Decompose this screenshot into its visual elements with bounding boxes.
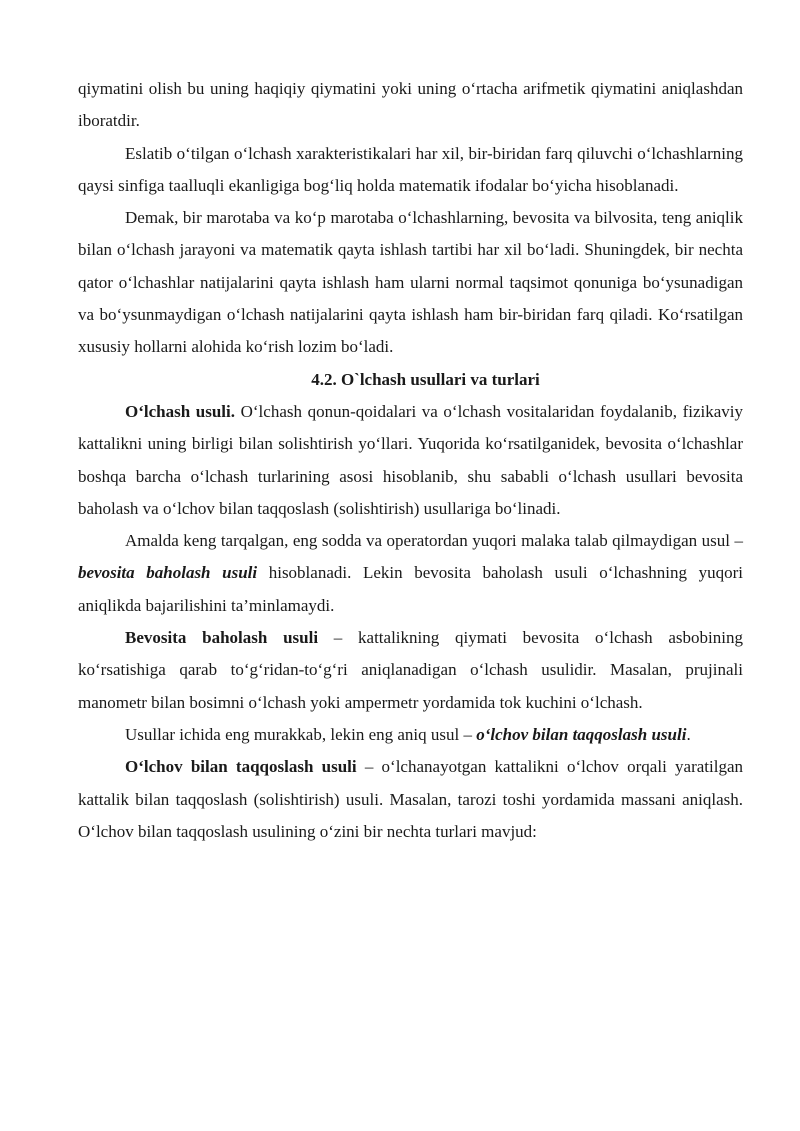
text-segment: hisoblanadi. Lekin bevosita baholash usuli o‘lchashning yuqori aniqlikda bajarilishini ta’minlamaydi. — [78, 563, 744, 615]
paragraph-comparison-intro — [78, 719, 743, 751]
text-segment: Amalda keng tarqalgan, eng sodda va operatordan yuqori malaka talab qilmaydigan usul – — [125, 531, 743, 551]
text-segment: . — [686, 724, 691, 744]
paragraph-continuation: qiymatini olish bu uning haqiqiy qiymatini yoki uning o‘rtacha arifmetik qiymatini aniqlashdan iboratdir. — [78, 79, 743, 131]
definition-measurement-method: O‘lchash qonun-qoidalari va o‘lchash vositalaridan foydalanib, fizikaviy kattalikni uning birligi bilan solishtirish yo‘llari. Yuqorida ko‘rsatilganidek, bevosita o‘lchashlar boshqa barcha o‘lchash turlarining asosi hisoblanib, shu sababli o‘lchash usullari bevosita baholash va o‘lchov bilan taqqoslash (solishtirish) usullariga bo‘linadi. — [78, 401, 744, 518]
paragraph-direct-assessment-intro — [78, 525, 743, 622]
document-page — [78, 73, 743, 848]
paragraph-measurement-types: Demak, bir marotaba va ko‘p marotaba o‘lchashlarning, bevosita va bilvosita, teng aniqlik bilan o‘lchash jarayoni va matematik qayta ishlash tartibi har xil bo‘ladi. Shuningdek, bir nechta qator o‘lchashlar natijalarini qayta ishlash ham ularni normal taqsimot qonuniga bo‘ysunadigan va bo‘ysunmaydigan o‘lchash natijalarini qayta ishlash ham bir-biridan farq qiladi. Ko‘rsatilgan xususiy hollarni alohida ko‘rish lozim bo‘ladi. — [78, 208, 743, 357]
paragraph-measurement-method — [78, 396, 743, 525]
term-measurement-method: O‘lchash usuli. — [125, 401, 236, 421]
definition-direct-assessment: – kattalikning qiymati bevosita o‘lchash asbobining ko‘rsatishiga qarab to‘g‘ridan-to‘g‘ri aniqlanadigan o‘lchash usulidir. Masalan, prujinali manometr bilan bosimni o‘lchash yoki ampermetr yordamida tok kuchini o‘lchash. — [78, 628, 743, 712]
term-direct-assessment: Bevosita baholash usuli — [125, 628, 319, 648]
text-segment: Usullar ichida eng murakkab, lekin eng aniq usul – — [125, 724, 477, 744]
term-comparison-emphasis: o‘lchov bilan taqqoslash usuli — [476, 724, 687, 744]
section-heading: 4.2. O`lchash usullari va turlari — [311, 369, 540, 389]
term-comparison-method: O‘lchov bilan taqqoslash usuli — [125, 757, 357, 777]
paragraph-comparison-definition — [78, 751, 743, 848]
paragraph-direct-assessment-definition — [78, 622, 743, 719]
term-direct-assessment-emphasis: bevosita baholash usuli — [78, 563, 258, 583]
definition-comparison-method: – o‘lchanayotgan kattalikni o‘lchov orqali yaratilgan kattalik bilan taqqoslash (solishtirish) usuli. Masalan, tarozi toshi yordamida massani aniqlash. O‘lchov bilan taqqoslash usulining o‘zini bir nechta turlari mavjud: — [78, 757, 743, 841]
paragraph-characteristics: Eslatib o‘tilgan o‘lchash xarakteristikalari har xil, bir-biridan farq qiluvchi o‘lchashlarning qaysi sinfiga taalluqli ekanligiga bog‘liq holda matematik ifodalar bo‘yicha hisoblanadi. — [78, 143, 743, 195]
